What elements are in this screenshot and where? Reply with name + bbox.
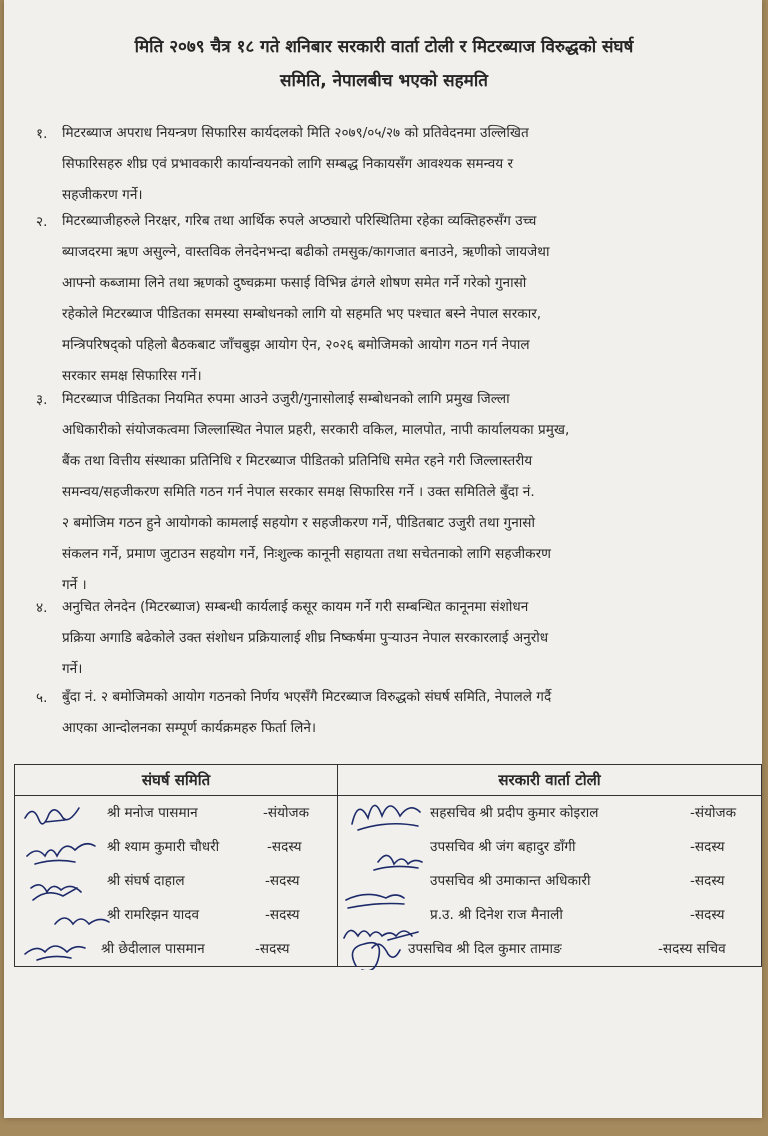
document-title-line-2: समिति, नेपालबीच भएको सहमति (280, 71, 488, 91)
item-line: ब्याजदरमा ऋण असुल्ने, वास्तविक लेनदेनभन्दा बढीको तमसुक/कागजात बनाउने, ऋणीको जायजेथा (62, 244, 550, 260)
signatory-name: उपसचिव श्री उमाकान्त अधिकारी (430, 873, 591, 889)
signatory-role: -सदस्य सचिव (658, 941, 726, 957)
item-number: ४. (36, 600, 48, 616)
signatory-row (338, 864, 761, 898)
item-line: मिटरब्याज अपराध नियन्त्रण सिफारिस कार्यदलको मिति २०७९/०५/२७ को प्रतिवेदनमा उल्लिखित (62, 125, 529, 141)
item-line: प्रक्रिया अगाडि बढेकोले उक्त संशोधन प्रक्रियालाई शीघ्र निष्कर्षमा पुऱ्याउन नेपाल सरकारलाई अनुरोध (62, 630, 549, 646)
signature-table (14, 764, 762, 967)
item-line: बुँदा नं. २ बमोजिमको आयोग गठनको निर्णय भएसँगै मिटरब्याज विरुद्धको संघर्ष समिति, नेपालले गर्दै (62, 689, 552, 705)
item-number: ३. (36, 392, 48, 408)
signatory-name: श्री संघर्ष दाहाल (107, 873, 185, 889)
signatory-role: -सदस्य (690, 907, 725, 923)
signatory-name: श्री श्याम कुमारी चौधरी (107, 839, 220, 855)
government-team-column (338, 765, 762, 967)
item-line: मिटरब्याजीहरुले निरक्षर, गरिब तथा आर्थिक रुपले अप्ठ्यारो परिस्थितिमा रहेका व्यक्तिहरुसँग उच्च (62, 213, 537, 229)
item-line: गर्ने। (62, 661, 83, 677)
signatory-name: प्र.उ. श्री दिनेश राज मैनाली (430, 907, 563, 923)
item-line: अनुचित लेनदेन (मिटरब्याज) सम्बन्धी कार्यलाई कसूर कायम गर्ने गरी सम्बन्धित कानूनमा संशोधन (62, 599, 529, 615)
signatory-row (15, 898, 337, 932)
signatory-row (15, 932, 337, 966)
item-line: आएका आन्दोलनका सम्पूर्ण कार्यक्रमहरु फिर्ता लिने। (62, 720, 317, 736)
signatory-row (338, 932, 761, 966)
item-line: समन्वय/सहजीकरण समिति गठन गर्न नेपाल सरकार समक्ष सिफारिस गर्ने । उक्त समितिले बुँदा नं. (62, 484, 535, 500)
signatory-name: सहसचिव श्री प्रदीप कुमार कोइराल (430, 805, 599, 821)
signatory-role: -सदस्य (265, 873, 300, 889)
signatory-name: उपसचिव श्री दिल कुमार तामाङ (408, 941, 562, 957)
item-line: संकलन गर्ने, प्रमाण जुटाउन सहयोग गर्ने, निःशुल्क कानूनी सहायता तथा सचेतनाको लागि सहजीकरण (62, 546, 551, 562)
item-number: १. (36, 126, 48, 142)
item-line: मिटरब्याज पीडितका नियमित रुपमा आउने उजुरी/गुनासोलाई सम्बोधनको लागि प्रमुख जिल्ला (62, 391, 510, 407)
signatory-role: -सदस्य (255, 941, 290, 957)
signatory-row (15, 796, 337, 830)
item-line: रहेकोले मिटरब्याज पीडितका समस्या सम्बोधनको लागि यो सहमति भए पश्चात बस्ने नेपाल सरकार, (62, 306, 542, 322)
item-line: मन्त्रिपरिषद्को पहिलो बैठकबाट जाँचबुझ आयोग ऐन, २०२६ बमोजिमको आयोग गठन गर्न नेपाल (62, 337, 530, 353)
item-line: सहजीकरण गर्ने। (62, 187, 143, 203)
signatory-role: -संयोजक (263, 805, 310, 821)
signatory-row (15, 864, 337, 898)
struggle-committee-column (15, 765, 338, 967)
signatory-row (15, 830, 337, 864)
government-team-header: सरकारी वार्ता टोली (338, 765, 761, 796)
item-line: आफ्नो कब्जामा लिने तथा ऋणको दुष्चक्रमा फसाई विभिन्न ढंगले शोषण समेत गर्ने गरेको गुनासो (62, 275, 527, 291)
item-number: २. (36, 214, 48, 230)
signatory-name: श्री मनोज पासमान (107, 805, 198, 821)
signatory-role: -सदस्य (690, 873, 725, 889)
item-line: २ बमोजिम गठन हुने आयोगको कामलाई सहयोग र सहजीकरण गर्ने, पीडितबाट उजुरी तथा गुनासो (62, 515, 535, 531)
item-line: सरकार समक्ष सिफारिस गर्ने। (62, 368, 202, 384)
signatory-name: उपसचिव श्री जंग बहादुर डाँगी (430, 839, 576, 855)
signatory-row (338, 796, 761, 830)
item-line: अधिकारीको संयोजकत्वमा जिल्लास्थित नेपाल प्रहरी, सरकारी वकिल, मालपोत, नापी कार्यालयका प्रमुख, (62, 422, 570, 438)
item-line: सिफारिसहरु शीघ्र एवं प्रभावकारी कार्यान्वयनको लागि सम्बद्ध निकायसँग आवश्यक समन्वय र (62, 156, 514, 172)
item-line: बैंक तथा वित्तीय संस्थाका प्रतिनिधि र मिटरब्याज पीडितको प्रतिनिधि समेत रहने गरी जिल्लास्तरीय (62, 453, 533, 469)
signatory-row (338, 830, 761, 864)
item-line: गर्ने । (62, 577, 87, 593)
signatory-role: -सदस्य (267, 839, 302, 855)
signatory-role: -सदस्य (265, 907, 300, 923)
struggle-committee-header: संघर्ष समिति (15, 765, 337, 796)
signatory-name: श्री रामरिझन यादव (107, 907, 200, 923)
signatory-role: -सदस्य (690, 839, 725, 855)
signatory-role: -संयोजक (690, 805, 737, 821)
signatory-name: श्री छेदीलाल पासमान (101, 941, 205, 957)
document-title-line-1: मिति २०७९ चैत्र १८ गते शनिबार सरकारी वार्ता टोली र मिटरब्याज विरुद्धको संघर्ष (134, 37, 634, 57)
item-number: ५. (36, 690, 48, 706)
signatory-row (338, 898, 761, 932)
